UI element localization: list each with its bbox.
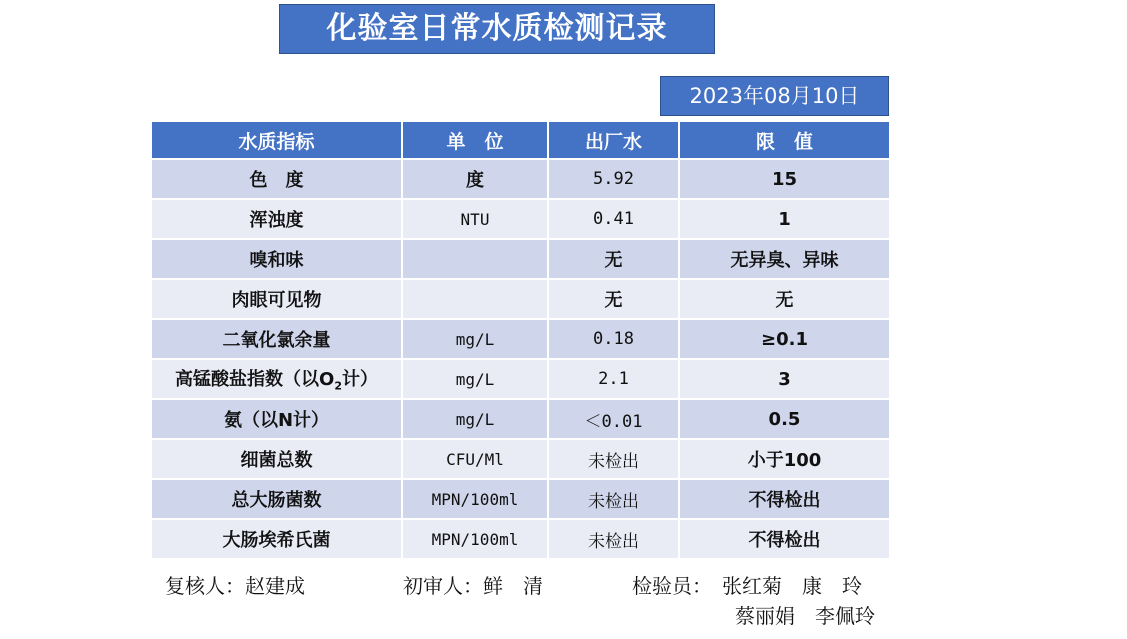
value-cell: 未检出 bbox=[548, 479, 679, 519]
limit-cell: 不得检出 bbox=[679, 479, 889, 519]
table-row bbox=[152, 239, 889, 279]
table-row bbox=[152, 399, 889, 439]
indicator-cell: 嗅和味 bbox=[152, 239, 402, 279]
reviewer-signature: 复核人：赵建成 bbox=[165, 574, 305, 598]
indicator-text: 高锰酸盐指数（以O bbox=[175, 369, 335, 391]
inspectors-signature-line2: 蔡丽娟 李佩玲 bbox=[735, 604, 875, 628]
header-indicator: 水质指标 bbox=[152, 122, 402, 159]
indicator-cell: 浑浊度 bbox=[152, 199, 402, 239]
record-date: 2023年08月10日 bbox=[660, 76, 889, 116]
table-row bbox=[152, 479, 889, 519]
indicator-cell: 色 度 bbox=[152, 159, 402, 199]
page-title: 化验室日常水质检测记录 bbox=[279, 4, 715, 54]
unit-cell: mg/L bbox=[402, 359, 548, 399]
value-cell: 未检出 bbox=[548, 519, 679, 559]
limit-cell: 3 bbox=[679, 359, 889, 399]
limit-cell: 无 bbox=[679, 279, 889, 319]
indicator-cell: 细菌总数 bbox=[152, 439, 402, 479]
indicator-subscript: 2 bbox=[334, 379, 342, 393]
limit-cell: 小于100 bbox=[679, 439, 889, 479]
limit-cell: ≥0.1 bbox=[679, 319, 889, 359]
table-row bbox=[152, 359, 889, 399]
table-row bbox=[152, 279, 889, 319]
unit-cell bbox=[402, 279, 548, 319]
value-cell: 未检出 bbox=[548, 439, 679, 479]
unit-cell: MPN/100ml bbox=[402, 519, 548, 559]
value-cell: 0.18 bbox=[548, 319, 679, 359]
unit-cell bbox=[402, 239, 548, 279]
table-row bbox=[152, 199, 889, 239]
value-cell: ＜0.01 bbox=[548, 399, 679, 439]
water-quality-table bbox=[152, 122, 889, 560]
first-reviewer-signature: 初审人：鲜 清 bbox=[403, 574, 543, 598]
value-cell: 5.92 bbox=[548, 159, 679, 199]
unit-cell: CFU/Ml bbox=[402, 439, 548, 479]
indicator-cell: 肉眼可见物 bbox=[152, 279, 402, 319]
limit-cell: 15 bbox=[679, 159, 889, 199]
unit-cell: 度 bbox=[402, 159, 548, 199]
unit-cell: mg/L bbox=[402, 399, 548, 439]
value-cell: 无 bbox=[548, 239, 679, 279]
header-unit: 单 位 bbox=[402, 122, 548, 159]
value-cell: 2.1 bbox=[548, 359, 679, 399]
indicator-cell: 大肠埃希氏菌 bbox=[152, 519, 402, 559]
unit-cell: MPN/100ml bbox=[402, 479, 548, 519]
header-limit: 限 值 bbox=[679, 122, 889, 159]
limit-cell: 0.5 bbox=[679, 399, 889, 439]
table-row bbox=[152, 159, 889, 199]
limit-cell: 1 bbox=[679, 199, 889, 239]
value-cell: 0.41 bbox=[548, 199, 679, 239]
table-row bbox=[152, 319, 889, 359]
unit-cell: mg/L bbox=[402, 319, 548, 359]
indicator-cell: 氨（以N计） bbox=[152, 399, 402, 439]
table-header-row bbox=[152, 122, 889, 159]
table-row bbox=[152, 519, 889, 559]
value-cell: 无 bbox=[548, 279, 679, 319]
header-outlet-water: 出厂水 bbox=[548, 122, 679, 159]
table-row bbox=[152, 439, 889, 479]
limit-cell: 无异臭、异味 bbox=[679, 239, 889, 279]
indicator-text-suffix: 计） bbox=[341, 369, 378, 391]
inspectors-signature-line1: 检验员： 张红菊 康 玲 bbox=[632, 574, 862, 598]
indicator-cell bbox=[152, 359, 402, 399]
limit-cell: 不得检出 bbox=[679, 519, 889, 559]
unit-cell: NTU bbox=[402, 199, 548, 239]
indicator-cell: 总大肠菌数 bbox=[152, 479, 402, 519]
indicator-cell: 二氧化氯余量 bbox=[152, 319, 402, 359]
